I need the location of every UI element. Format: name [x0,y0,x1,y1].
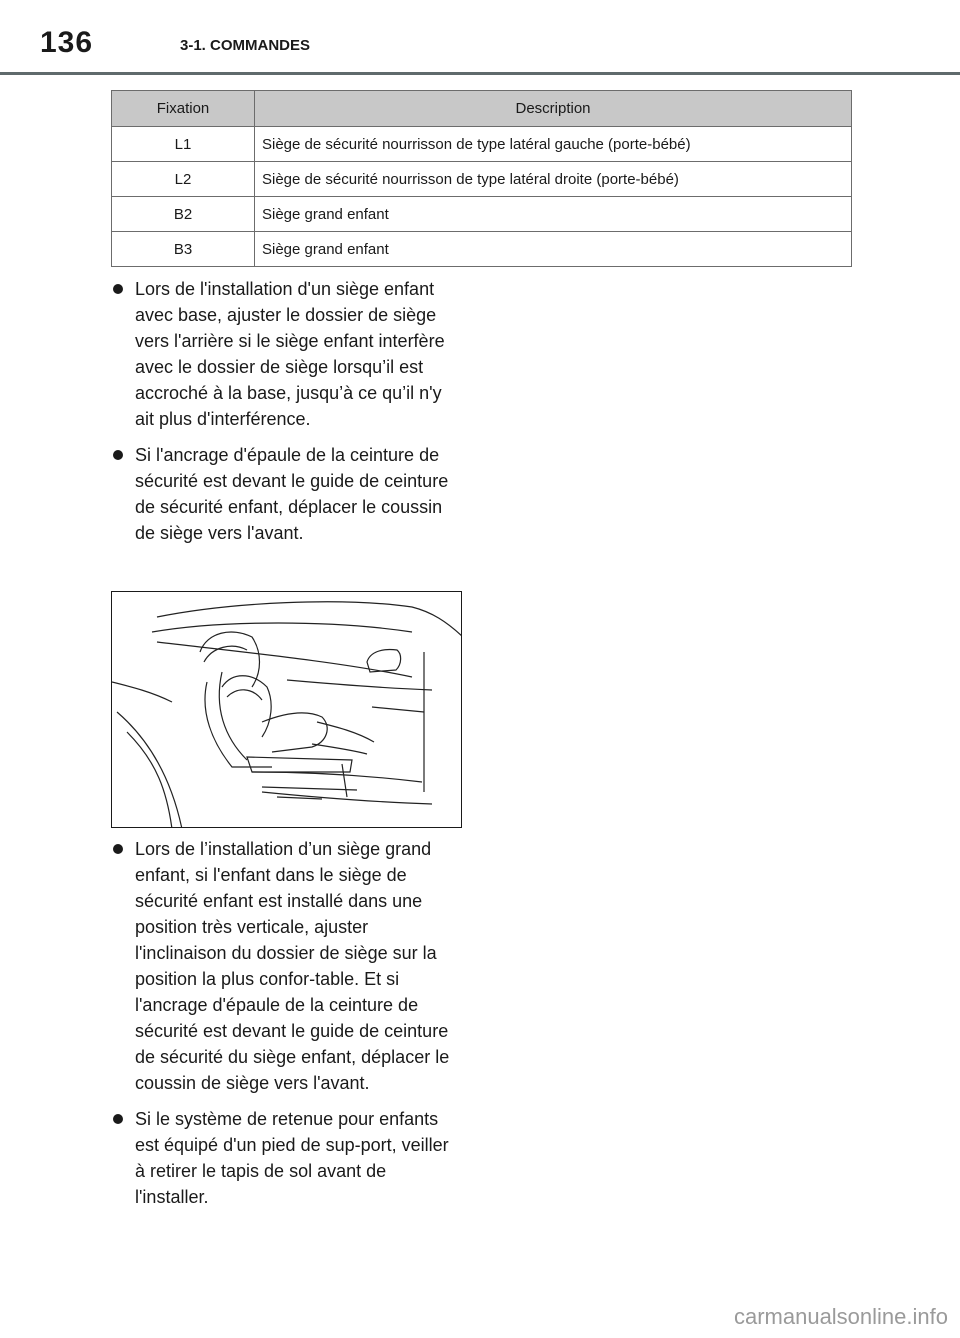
bullet-text: Lors de l'installation d'un siège enfant avec base, ajuster le dossier de siège vers l'arrière si le siège enfant interfère avec le dossier de siège lorsqu’il est accroché à la base, jusqu’à ce qu’il n'y ait plus d'interférence. [135,279,445,429]
bullet-icon [113,450,123,460]
bullet-icon [113,284,123,294]
watermark: carmanualsonline.info [733,1304,948,1329]
list-item [111,1106,463,1210]
child-seat-illustration [111,591,462,828]
bullet-icon [113,1114,123,1124]
car-seat-icon [112,592,462,828]
fixation-description: Siège de sécurité nourrisson de type latéral gauche (porte-bébé) [255,127,852,162]
table-row [112,162,852,197]
list-item [111,276,463,432]
bullet-list-top [111,276,463,556]
fixation-description: Siège grand enfant [255,232,852,267]
table-row [112,197,852,232]
fixation-code: L1 [112,127,255,162]
bullet-text: Si le système de retenue pour enfants est équipé d'un pied de sup-port, veiller à retirer le tapis de sol avant de l'installer. [135,1109,449,1207]
column-header-fixation: Fixation [112,91,255,127]
table-header-row [112,91,852,127]
fixation-description: Siège grand enfant [255,197,852,232]
section-title: 3-1. COMMANDES [180,37,311,54]
bullet-text: Si l'ancrage d'épaule de la ceinture de sécurité est devant le guide de ceinture de sécurité enfant, déplacer le coussin de siège vers l'avant. [135,445,449,543]
table-row [112,232,852,267]
list-item [111,442,463,546]
fixation-code: B3 [112,232,255,267]
list-item [111,836,463,1096]
bullet-icon [113,844,123,854]
page-number: 136 [40,26,94,59]
fixation-table [111,90,852,267]
header-divider [0,72,960,75]
column-header-description: Description [255,91,852,127]
fixation-description: Siège de sécurité nourrisson de type latéral droite (porte-bébé) [255,162,852,197]
fixation-code: B2 [112,197,255,232]
table-row [112,127,852,162]
page-header [0,0,960,76]
bullet-text: Lors de l’installation d’un siège grand enfant, si l'enfant dans le siège de sécurité enfant est installé dans une position très verticale, ajuster l'inclinaison du dossier de siège sur la position la plus confor-table. Et si l'ancrage d'épaule de la ceinture de sécurité est devant le guide de ceinture de sécurité du siège enfant, déplacer le coussin de siège vers l'avant. [135,839,450,1093]
fixation-code: L2 [112,162,255,197]
bullet-list-bottom [111,836,463,1220]
